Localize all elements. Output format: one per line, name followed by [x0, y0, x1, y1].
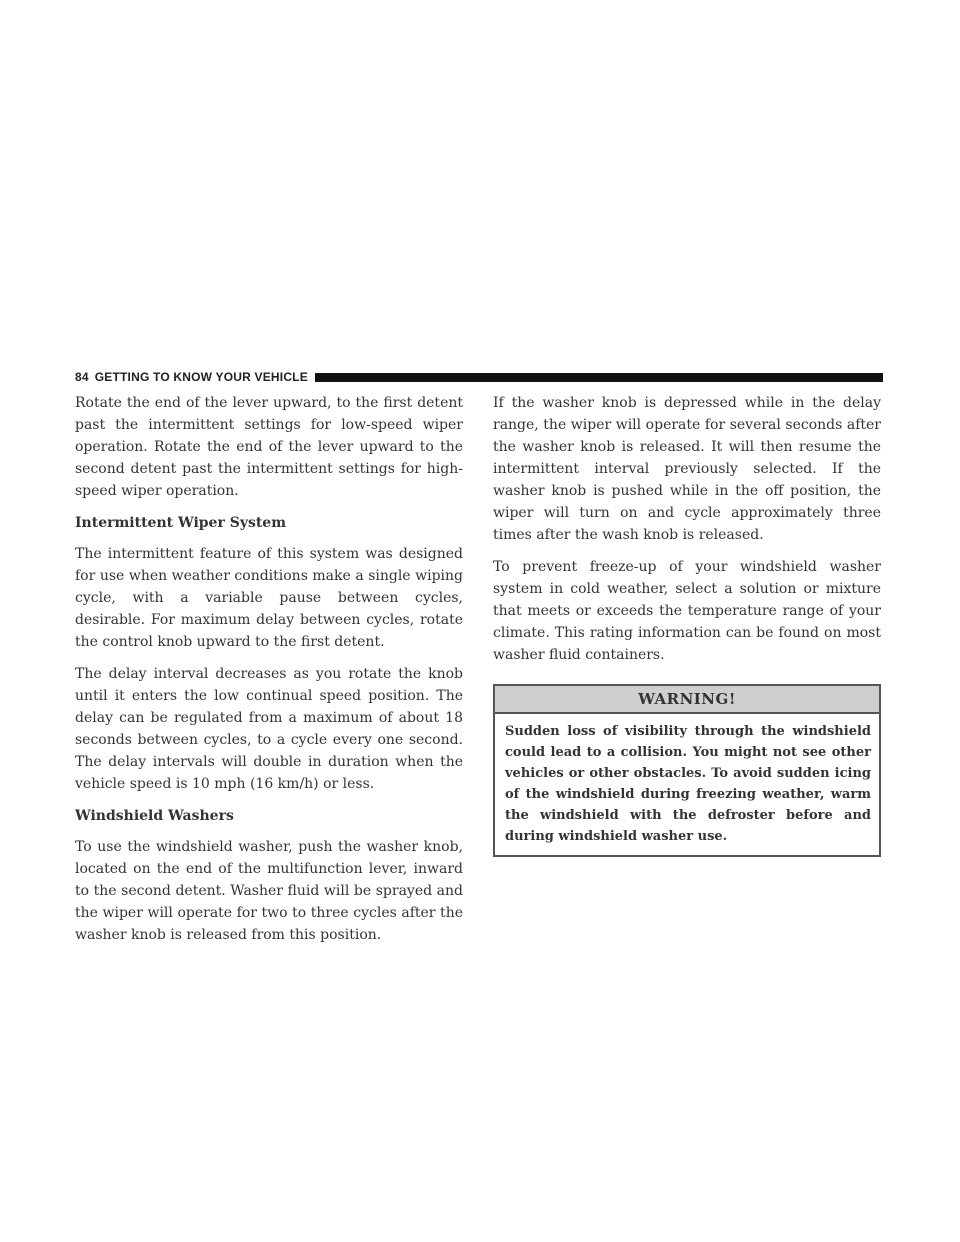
paragraph-freeze-up: To prevent freeze-up of your windshield washer system in cold weather, select a solution or mixture that meets or exceeds the temperature range of your climate. This rating information can be found on most washer fluid containers.: [493, 559, 881, 663]
header-rule: [315, 373, 883, 382]
left-column: [75, 392, 463, 956]
warning-title: WARNING!: [495, 686, 879, 714]
warning-box: [493, 684, 881, 857]
warning-text: Sudden loss of visibility through the windshield could lead to a collision. You might not see other vehicles or other obstacles. To avoid sudden icing of the windshield during freezing weather, warm the windshield with the defroster before and during windshield washer use.: [505, 724, 871, 844]
heading-windshield-washers: Windshield Washers: [75, 808, 234, 824]
paragraph-washer-use: To use the windshield washer, push the washer knob, located on the end of the multifunction lever, inward to the second detent. Washer fluid will be sprayed and the wiper will operate for two to three cycles after the washer knob is released from this position.: [75, 839, 463, 943]
paragraph-delay-interval: The delay interval decreases as you rotate the knob until it enters the low continual speed position. The delay can be regulated from a maximum of about 18 seconds between cycles, to a cycle every one second. The delay intervals will double in duration when the vehicle speed is 10 mph (16 km/h) or less.: [75, 666, 463, 792]
paragraph-intermittent-feature: The intermittent feature of this system was designed for use when weather conditions make a single wiping cycle, with a variable pause between cycles, desirable. For maximum delay between cycles, rotate the control knob upward to the first detent.: [75, 546, 463, 650]
heading-intermittent-wiper: Intermittent Wiper System: [75, 515, 287, 531]
page-number: 84: [75, 370, 89, 384]
paragraph-delay-range: If the washer knob is depressed while in the delay range, the wiper will operate for several seconds after the washer knob is released. It will then resume the intermittent interval previously selected. If the washer knob is pushed while in the off position, the wiper will turn on and cycle approximately three times after the wash knob is released.: [493, 395, 881, 543]
page-header: [75, 369, 883, 385]
right-column: [493, 392, 881, 857]
paragraph-lever-rotation: Rotate the end of the lever upward, to the first detent past the intermittent settings for low-speed wiper operation. Rotate the end of the lever upward to the second detent past the intermittent settings for high-speed wiper operation.: [75, 395, 463, 499]
section-title: GETTING TO KNOW YOUR VEHICLE: [94, 370, 308, 384]
